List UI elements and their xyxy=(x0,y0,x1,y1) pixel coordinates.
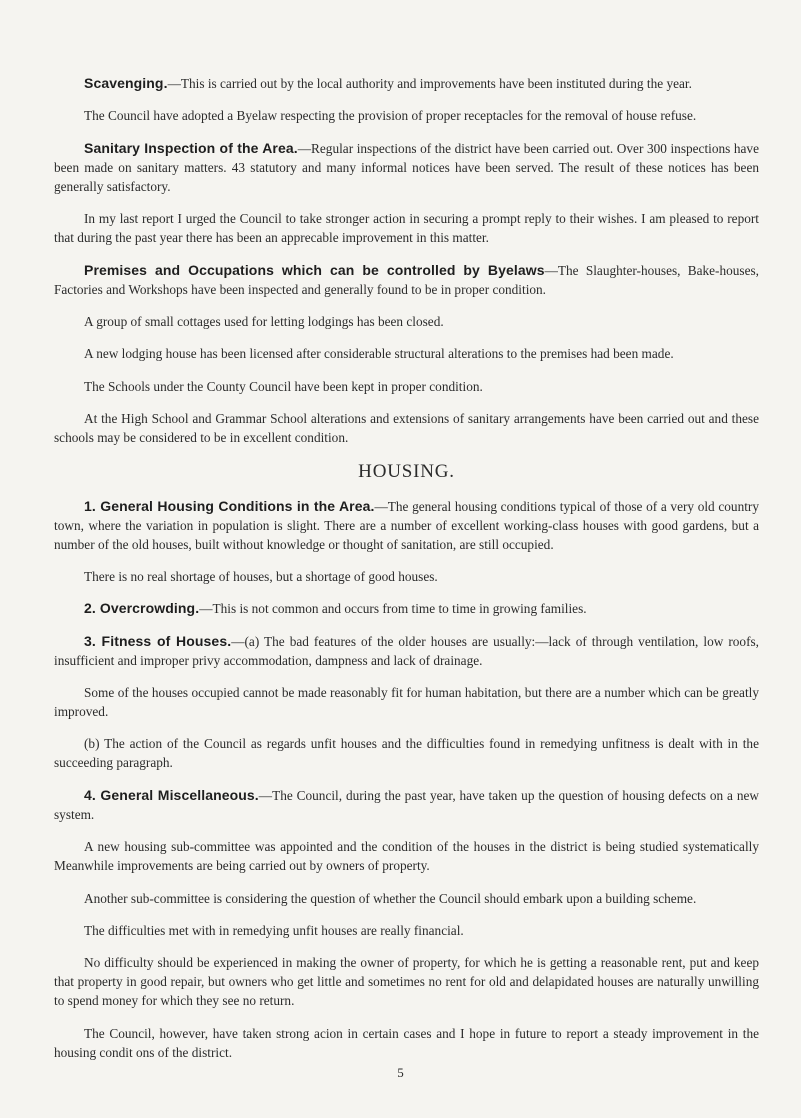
paragraph-heading: 1. General Housing Conditions in the Area. xyxy=(84,497,375,514)
paragraph-text: —(a) The bad features of the older houses are usually:—lack of through ventilation, low roofs, insufficient and improper privy accommodation, dampness and lack of drainage. xyxy=(54,633,759,668)
paragraph-text: Another sub-committee is considering the question of whether the Council should embark upon a building scheme. xyxy=(84,890,697,906)
paragraph-fitness xyxy=(54,632,759,670)
paragraph-general-housing xyxy=(54,497,759,554)
paragraph-miscellaneous xyxy=(54,786,759,824)
paragraph-unfit-houses xyxy=(54,683,759,721)
paragraph-owners xyxy=(54,953,759,1010)
paragraph-text: —The Council, during the past year, have taken up the question of housing defects on a new system. xyxy=(54,787,759,822)
paragraph-text: A new housing sub-committee was appointed and the condition of the houses in the district is being studied systematically Meanwhile improvements are being carried out by owners of property. xyxy=(54,839,759,874)
paragraph-council-action xyxy=(54,734,759,772)
paragraph-text: A new lodging house has been licensed after considerable structural alterations to the premises had been made. xyxy=(84,346,674,362)
paragraph-text: —Regular inspections of the district have been carried out. Over 300 inspections have been made on sanitary matters. 43 statutory and many informal notices have been served. The result of these notices has been generally satisfactory. xyxy=(54,140,759,194)
paragraph-cottages xyxy=(54,312,759,331)
section-title: HOUSING. xyxy=(358,460,455,482)
paragraph-text: A group of small cottages used for letting lodgings has been closed. xyxy=(84,313,444,329)
paragraph-high-school xyxy=(54,409,759,447)
paragraph-heading: Scavenging. xyxy=(84,75,168,91)
paragraph-strong-action xyxy=(54,1024,759,1062)
paragraph-text: The Council, however, have taken strong acion in certain cases and I hope in future to report a steady improvement in the housing condit ons of the district. xyxy=(54,1025,759,1060)
paragraph-heading: 3. Fitness of Houses. xyxy=(84,632,232,649)
paragraph-schools xyxy=(54,377,759,396)
paragraph-text: —The general housing conditions typical of those of a very old country town, where the variation in population is slight. There are a number of excellent working-class houses with good gardens, but a number of the old houses, built without knowledge or thought of sanitation, are still occupied. xyxy=(54,498,759,552)
paragraph-premises xyxy=(54,261,759,299)
paragraph-text: The Schools under the County Council have been kept in proper condition. xyxy=(84,378,483,394)
paragraph-last-report xyxy=(54,209,759,247)
paragraph-shortage xyxy=(54,567,759,586)
paragraph-text: —The Slaughter-houses, Bake-houses, Factories and Workshops have been inspected and generally found to be in proper condition. xyxy=(54,262,760,297)
paragraph-sub-committee xyxy=(54,837,759,875)
paragraph-byelaw-refuse xyxy=(54,106,759,125)
paragraph-heading: Premises and Occupations which can be controlled by Byelaws xyxy=(84,261,545,278)
page-number: 5 xyxy=(397,1065,404,1080)
paragraph-text: At the High School and Grammar School alterations and extensions of sanitary arrangements have been carried out and these schools may be considered to be in excellent condition. xyxy=(54,411,759,446)
paragraph-text: In my last report I urged the Council to take stronger action in securing a prompt reply to their wishes. I am pleased to report that during the past year there has been an apprecable improvement in this matter. xyxy=(54,211,759,246)
paragraph-text: The difficulties met with in remedying unfit houses are really financial. xyxy=(84,923,464,939)
paragraph-sanitary-inspection xyxy=(54,139,759,196)
paragraph-overcrowding xyxy=(54,599,759,618)
paragraph-heading: 2. Overcrowding. xyxy=(84,600,200,617)
paragraph-text: (b) The action of the Council as regards unfit houses and the difficulties found in remedying unfitness is dealt with in the succeeding paragraph. xyxy=(54,736,759,771)
paragraph-heading: Sanitary Inspection of the Area. xyxy=(84,139,298,156)
paragraph-text: No difficulty should be experienced in making the owner of property, for which he is getting a reasonable rent, put and keep that property in good repair, but owners who get little and sometimes no rent for old and delapidated houses are naturally unwilling to spend money for which they see no return. xyxy=(54,955,759,1009)
paragraph-building-scheme xyxy=(54,889,759,908)
paragraph-heading: 4. General Miscellaneous. xyxy=(84,786,259,803)
paragraph-text: —This is carried out by the local authority and improvements have been instituted during the year. xyxy=(167,76,692,91)
paragraph-text: The Council have adopted a Byelaw respecting the provision of proper receptacles for the removal of house refuse. xyxy=(84,108,697,124)
paragraph-financial xyxy=(54,921,759,940)
paragraph-text: Some of the houses occupied cannot be made reasonably fit for human habitation, but there are a number which can be greatly improved. xyxy=(54,685,759,720)
paragraph-scavenging xyxy=(54,74,759,93)
paragraph-text: —This is not common and occurs from time to time in growing families. xyxy=(199,601,587,617)
paragraph-text: There is no real shortage of houses, but a shortage of good houses. xyxy=(84,568,438,584)
paragraph-lodging-house xyxy=(54,344,759,363)
